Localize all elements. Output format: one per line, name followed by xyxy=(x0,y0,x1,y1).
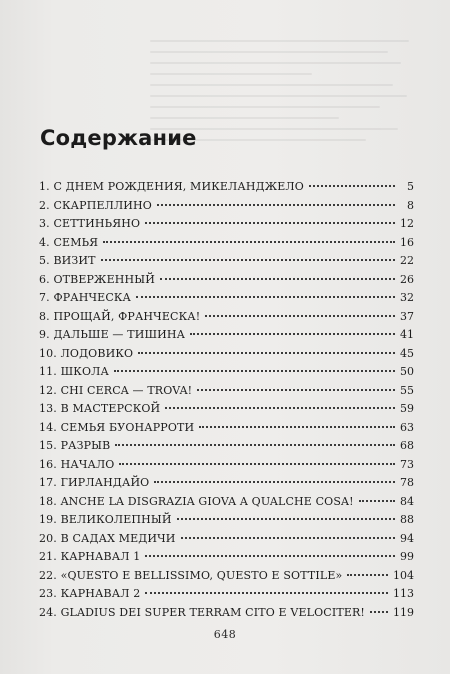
dot-leader xyxy=(138,351,395,354)
toc-entry-page: 50 xyxy=(400,365,414,378)
toc-entry-title: 12. CHI CERCA — TROVA! xyxy=(39,383,193,397)
page-title: Содержание xyxy=(40,126,197,150)
toc-entry-title: 18. ANCHE LA DISGRAZIA GIOVA A QUALCHE COSA! xyxy=(39,494,354,508)
dot-leader xyxy=(177,517,395,520)
toc-entry-page: 73 xyxy=(400,457,414,471)
dot-leader xyxy=(145,554,395,557)
toc-entry xyxy=(39,419,414,438)
toc-entry-title: 21. КАРНАВАЛ 1 xyxy=(39,550,141,563)
toc-entry xyxy=(39,345,414,364)
dot-leader xyxy=(119,462,395,465)
dot-leader xyxy=(197,388,395,391)
toc-entry-title: 14. СЕМЬЯ БУОНАРРОТИ xyxy=(39,420,195,434)
dot-leader xyxy=(347,573,388,576)
toc-entry-title: 23. КАРНАВАЛ 2 xyxy=(39,587,141,600)
toc-entry xyxy=(39,252,414,271)
toc-entry xyxy=(39,437,414,456)
toc-entry xyxy=(39,178,414,197)
show-through-text xyxy=(150,40,420,170)
toc-entry-title: 10. ЛОДОВИКО xyxy=(39,346,134,360)
toc-entry xyxy=(39,548,414,567)
toc-entry xyxy=(39,382,414,401)
toc-entry-page: 37 xyxy=(400,309,414,323)
toc-entry-page: 16 xyxy=(400,235,414,249)
toc-entry xyxy=(39,234,414,253)
toc-entry xyxy=(39,326,414,345)
toc-entry-page: 113 xyxy=(393,587,414,600)
toc-entry xyxy=(39,456,414,475)
toc-entry-title: 15. РАЗРЫВ xyxy=(39,439,111,452)
toc-entry-page: 63 xyxy=(400,420,414,434)
toc-entry xyxy=(39,197,414,216)
dot-leader xyxy=(309,184,395,187)
dot-leader xyxy=(165,406,395,409)
toc-entry-title: 19. ВЕЛИКОЛЕПНЫЙ xyxy=(39,513,172,526)
toc-entry-title: 17. ГИРЛАНДАЙО xyxy=(39,476,150,489)
toc-entry xyxy=(39,604,414,623)
dot-leader xyxy=(103,240,395,243)
toc-entry-page: 12 xyxy=(400,217,414,230)
dot-leader xyxy=(370,610,388,613)
toc-entry-title: 3. СЕТТИНЬЯНО xyxy=(39,217,141,230)
toc-entry-title: 7. ФРАНЧЕСКА xyxy=(39,291,132,304)
toc-entry-title: 24. GLADIUS DEI SUPER TERRAM CITO E VELOCITER! xyxy=(39,605,366,619)
toc-entry xyxy=(39,530,414,549)
dot-leader xyxy=(154,480,395,483)
toc-entry-title: 8. ПРОЩАЙ, ФРАНЧЕСКА! xyxy=(39,309,201,323)
toc-entry xyxy=(39,474,414,493)
dot-leader xyxy=(160,277,395,280)
toc-entry-title: 5. ВИЗИТ xyxy=(39,254,96,267)
toc-entry-page: 45 xyxy=(400,346,414,360)
dot-leader xyxy=(181,536,395,539)
toc-entry-page: 41 xyxy=(400,328,414,341)
toc-entry-page: 119 xyxy=(393,605,414,619)
toc-entry-title: 6. ОТВЕРЖЕННЫЙ xyxy=(39,272,155,286)
toc-entry xyxy=(39,511,414,530)
dot-leader xyxy=(114,369,395,372)
toc-entry-page: 78 xyxy=(400,476,414,489)
toc-entry-page: 94 xyxy=(400,531,414,545)
toc-entry-page: 59 xyxy=(400,402,414,415)
toc-entry-page: 99 xyxy=(400,550,414,563)
toc-entry-page: 32 xyxy=(400,291,414,304)
toc-entry-page: 88 xyxy=(400,513,414,526)
toc-entry-title: 1. С ДНЕМ РОЖДЕНИЯ, МИКЕЛАНДЖЕЛО xyxy=(39,180,304,193)
toc-entry xyxy=(39,585,414,604)
table-of-contents xyxy=(39,178,414,622)
dot-leader xyxy=(136,295,395,298)
toc-entry-title: 9. ДАЛЬШЕ — ТИШИНА xyxy=(39,328,186,341)
toc-entry xyxy=(39,567,414,586)
dot-leader xyxy=(190,332,395,335)
toc-entry-page: 104 xyxy=(393,568,414,582)
toc-entry-page: 68 xyxy=(400,439,414,452)
toc-entry xyxy=(39,271,414,290)
toc-entry-page: 26 xyxy=(400,272,414,286)
dot-leader xyxy=(199,425,395,428)
toc-entry-page: 84 xyxy=(400,494,414,508)
toc-entry-page: 8 xyxy=(407,198,414,212)
toc-entry-title: 2. СКАРПЕЛЛИНО xyxy=(39,198,152,212)
dot-leader xyxy=(359,499,395,502)
dot-leader xyxy=(205,314,395,317)
toc-entry xyxy=(39,363,414,382)
toc-entry xyxy=(39,308,414,327)
toc-entry-page: 55 xyxy=(400,383,414,397)
toc-entry xyxy=(39,493,414,512)
toc-entry-page: 22 xyxy=(400,254,414,267)
toc-entry-title: 13. В МАСТЕРСКОЙ xyxy=(39,402,161,415)
page-number: 648 xyxy=(213,628,237,641)
toc-entry xyxy=(39,289,414,308)
dot-leader xyxy=(157,203,395,206)
dot-leader xyxy=(101,258,395,261)
toc-entry-title: 16. НАЧАЛО xyxy=(39,457,115,471)
dot-leader xyxy=(145,221,395,224)
toc-entry xyxy=(39,400,414,419)
toc-entry xyxy=(39,215,414,234)
dot-leader xyxy=(115,443,395,446)
toc-entry-title: 22. «QUESTO E BELLISSIMO, QUESTO E SOTTILE» xyxy=(39,568,343,582)
dot-leader xyxy=(145,591,388,594)
toc-entry-title: 20. В САДАХ МЕДИЧИ xyxy=(39,531,176,545)
toc-entry-page: 5 xyxy=(407,180,414,193)
toc-entry-title: 4. СЕМЬЯ xyxy=(39,235,99,249)
toc-entry-title: 11. ШКОЛА xyxy=(39,365,109,378)
